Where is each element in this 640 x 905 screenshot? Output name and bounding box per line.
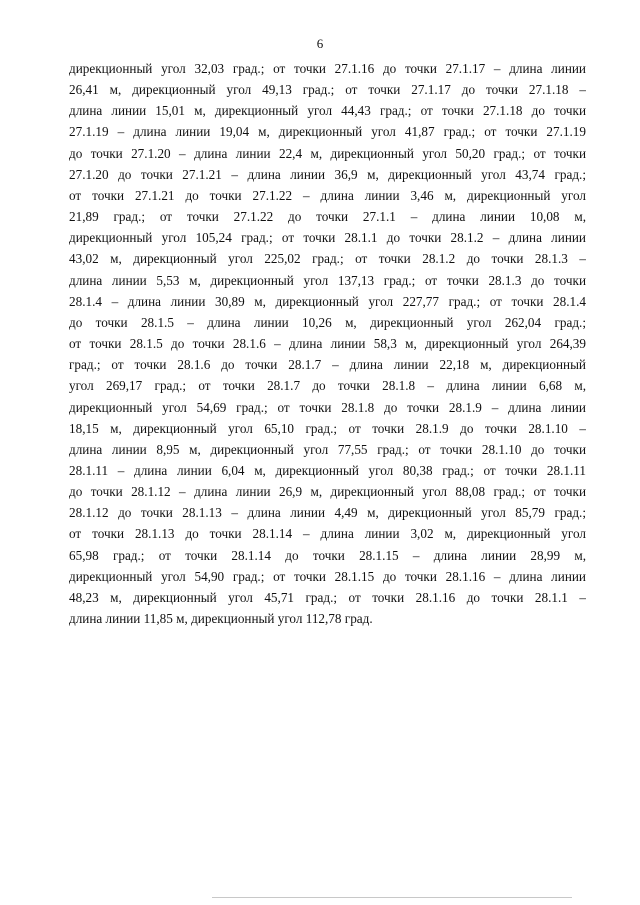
text-line: угол 269,17 град.; от точки 28.1.7 до точки 28.1.8 – длина линии 6,68 м,	[69, 378, 586, 394]
text-line: 21,89 град.; от точки 27.1.22 до точки 27.1.1 – длина линии 10,08 м,	[69, 209, 586, 225]
text-line: длина линии 11,85 м, дирекционный угол 112,78 град.	[69, 611, 373, 627]
text-line: длина линии 8,95 м, дирекционный угол 77,55 град.; от точки 28.1.10 до точки	[69, 441, 586, 457]
text-line: 28.1.4 – длина линии 30,89 м, дирекционный угол 227,77 град.; от точки 28.1.4	[69, 293, 586, 309]
text-line: 18,15 м, дирекционный угол 65,10 град.; от точки 28.1.9 до точки 28.1.10 –	[69, 420, 586, 436]
bottom-divider	[212, 897, 572, 898]
text-line: дирекционный угол 105,24 град.; от точки 28.1.1 до точки 28.1.2 – длина линии	[69, 230, 586, 246]
text-line: 28.1.11 – длина линии 6,04 м, дирекционный угол 80,38 град.; от точки 28.1.11	[69, 462, 586, 478]
body-paragraph	[69, 58, 586, 629]
text-line: до точки 28.1.5 – длина линии 10,26 м, дирекционный угол 262,04 град.;	[69, 314, 586, 330]
text-line: 27.1.19 – длина линии 19,04 м, дирекционный угол 41,87 град.; от точки 27.1.19	[69, 124, 586, 140]
text-line: 65,98 град.; от точки 28.1.14 до точки 28.1.15 – длина линии 28,99 м,	[69, 547, 586, 563]
text-line: 43,02 м, дирекционный угол 225,02 град.; от точки 28.1.2 до точки 28.1.3 –	[69, 251, 586, 267]
text-line: длина линии 15,01 м, дирекционный угол 44,43 град.; от точки 27.1.18 до точки	[69, 103, 586, 119]
text-line: 27.1.20 до точки 27.1.21 – длина линии 36,9 м, дирекционный угол 43,74 град.;	[69, 166, 586, 182]
text-line: 48,23 м, дирекционный угол 45,71 град.; от точки 28.1.16 до точки 28.1.1 –	[69, 589, 586, 605]
text-line: до точки 27.1.20 – длина линии 22,4 м, дирекционный угол 50,20 град.; от точки	[69, 145, 586, 161]
text-line: от точки 28.1.13 до точки 28.1.14 – длина линии 3,02 м, дирекционный угол	[69, 526, 586, 542]
text-line: дирекционный угол 32,03 град.; от точки 27.1.16 до точки 27.1.17 – длина линии	[69, 61, 586, 76]
text-line: 28.1.12 до точки 28.1.13 – длина линии 4,49 м, дирекционный угол 85,79 град.;	[69, 505, 586, 521]
text-line: от точки 27.1.21 до точки 27.1.22 – длина линии 3,46 м, дирекционный угол	[69, 187, 586, 203]
text-line: длина линии 5,53 м, дирекционный угол 137,13 град.; от точки 28.1.3 до точки	[69, 272, 586, 288]
text-line: 26,41 м, дирекционный угол 49,13 град.; от точки 27.1.17 до точки 27.1.18 –	[69, 82, 586, 98]
text-line: дирекционный угол 54,90 град.; от точки 28.1.15 до точки 28.1.16 – длина линии	[69, 568, 586, 584]
text-line: дирекционный угол 54,69 град.; от точки 28.1.8 до точки 28.1.9 – длина линии	[69, 399, 586, 415]
text-line: до точки 28.1.12 – длина линии 26,9 м, дирекционный угол 88,08 град.; от точки	[69, 484, 586, 500]
text-line: град.; от точки 28.1.6 до точки 28.1.7 – длина линии 22,18 м, дирекционный	[69, 357, 586, 373]
text-line: от точки 28.1.5 до точки 28.1.6 – длина линии 58,3 м, дирекционный угол 264,39	[69, 336, 586, 352]
page-number: 6	[316, 36, 324, 51]
